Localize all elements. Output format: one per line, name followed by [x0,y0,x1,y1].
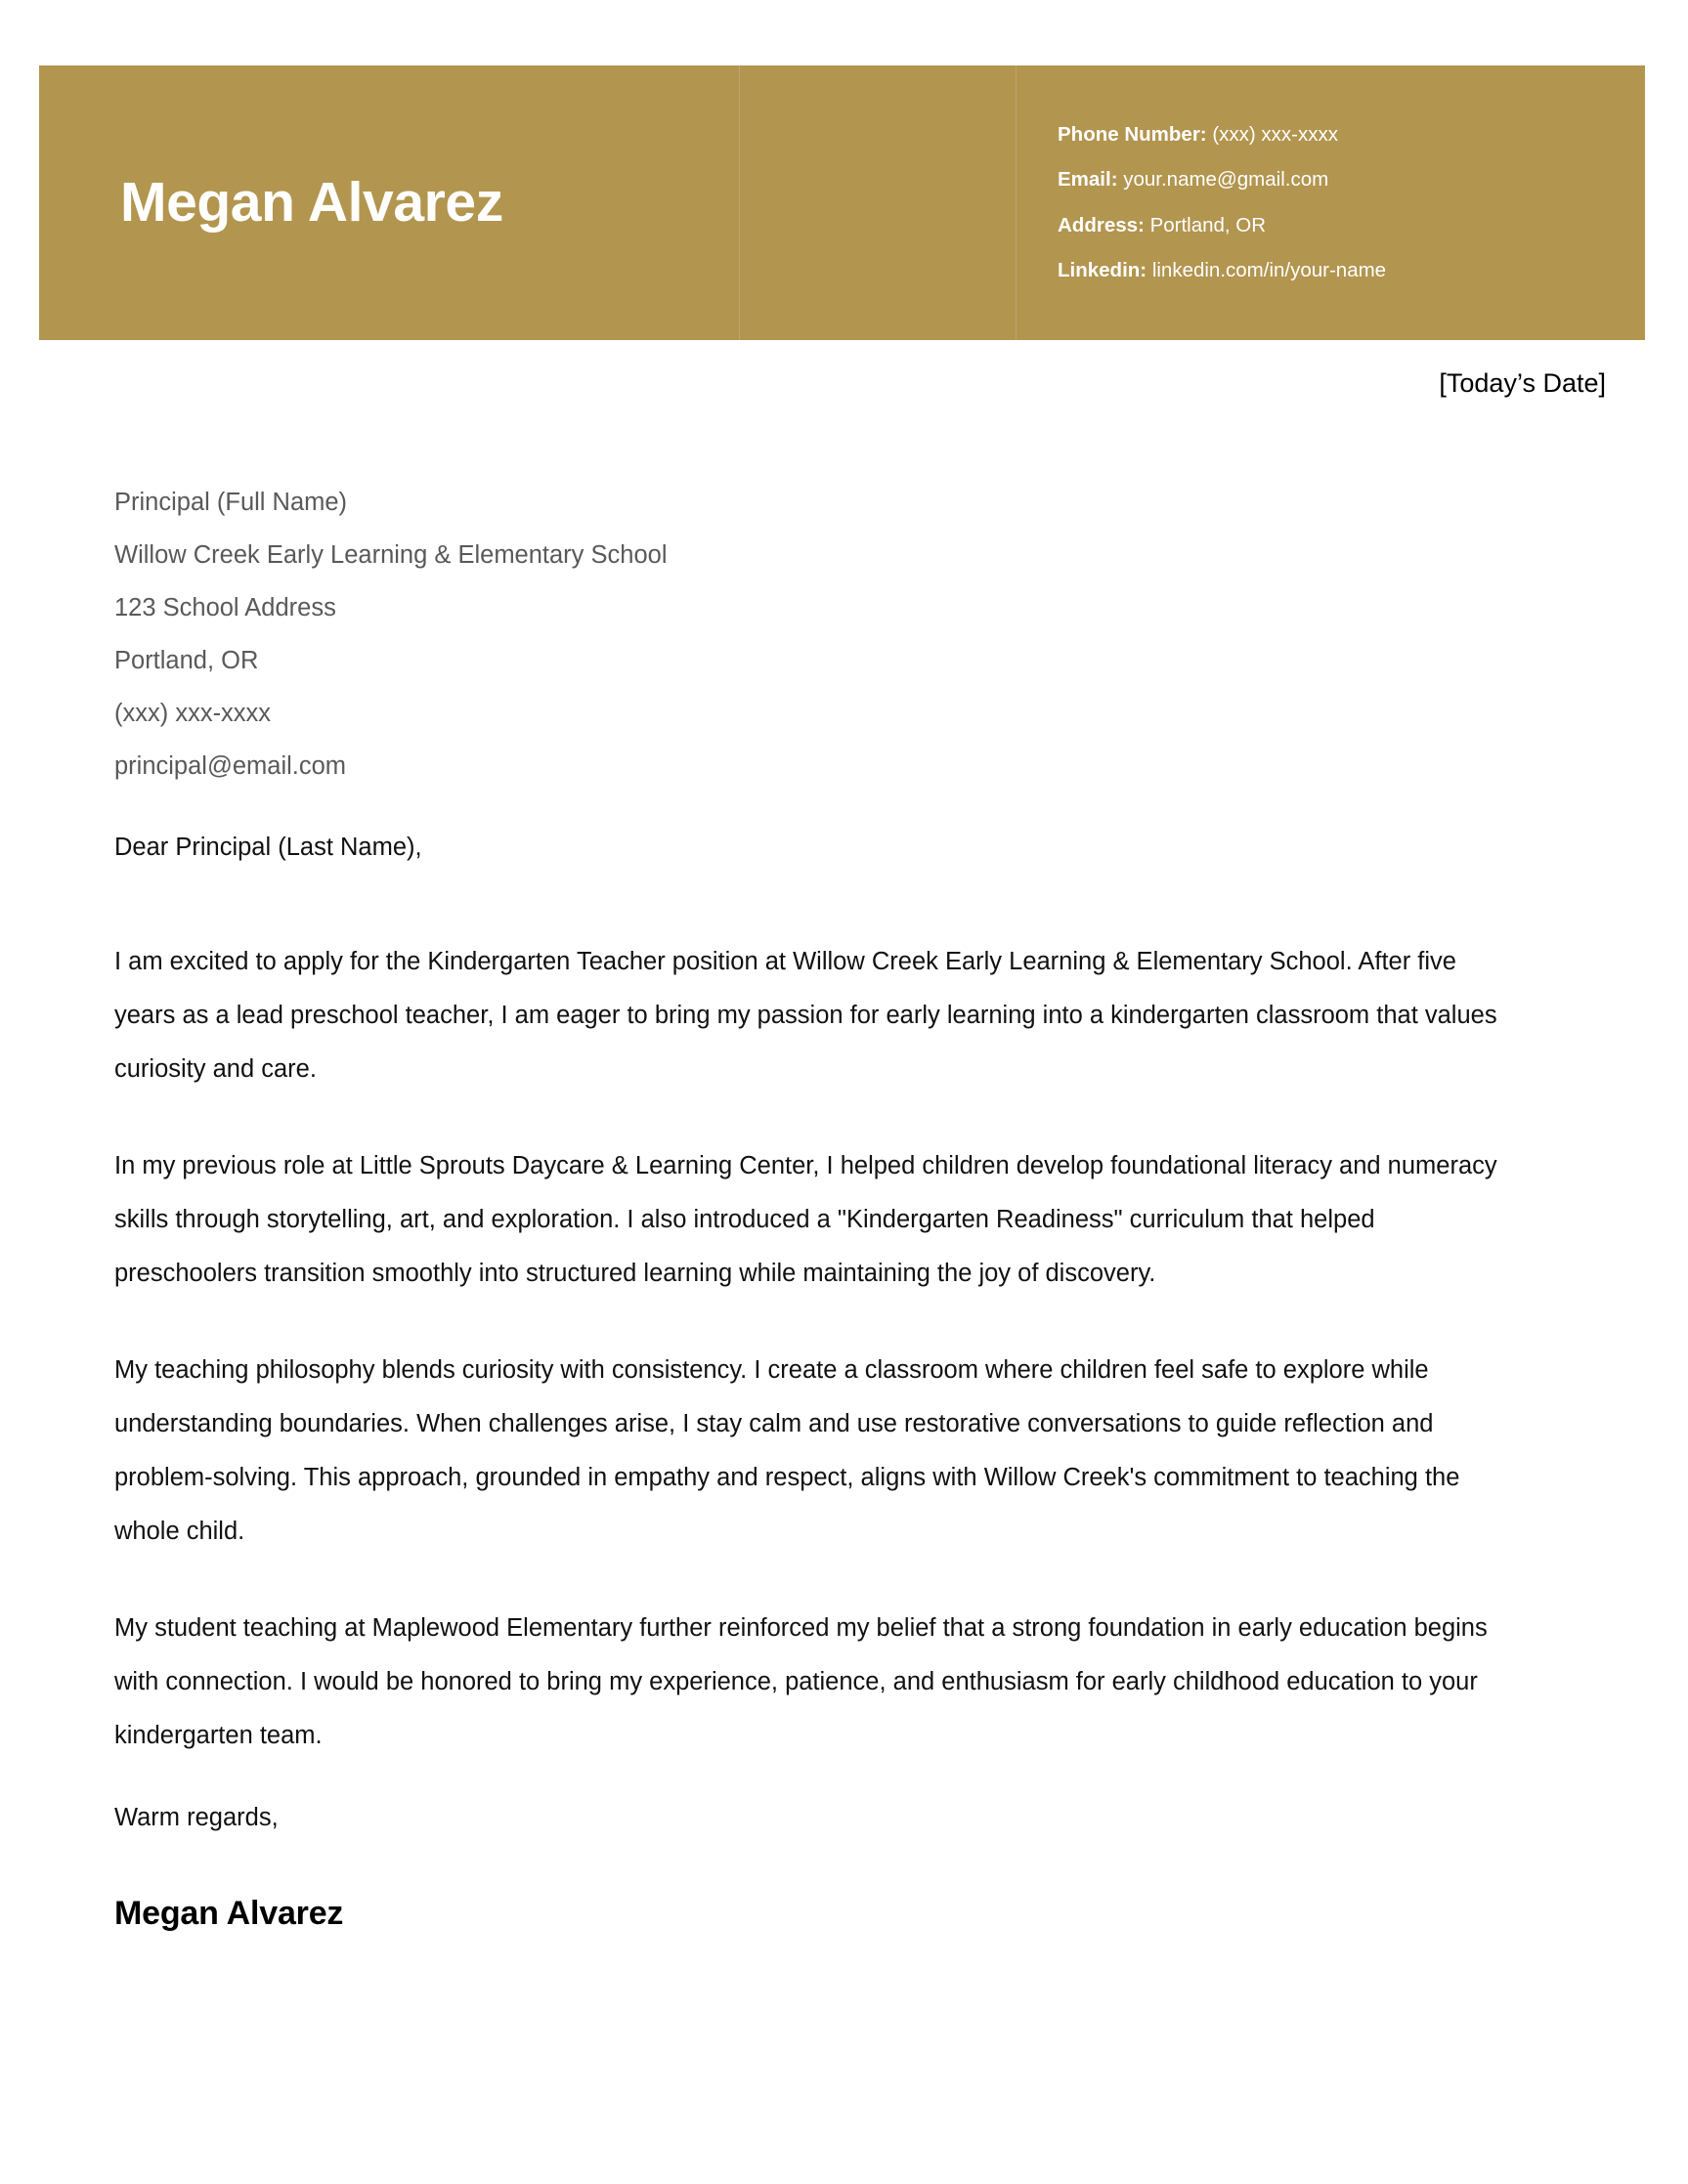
recipient-name: Principal (Full Name) [114,489,348,516]
body-paragraph-4: My student teaching at Maplewood Elementary further reinforced my belief that a strong foundation in early education begins with connection. I would be honored to bring my experience, patience, and enthusiasm for early childhood education to your kindergarten team. [114,1613,1488,1749]
applicant-name: Megan Alvarez [120,170,503,234]
header-divider-cell [740,65,1017,340]
header-contact-block [1017,65,1645,340]
contact-linkedin-label: Linkedin: [1058,259,1147,281]
contact-linkedin-value[interactable]: linkedin.com/in/your-name [1151,259,1387,281]
salutation: Dear Principal (Last Name), [114,834,422,861]
contact-linkedin [1058,261,1625,281]
letter-body [114,835,1522,1930]
contact-address-label: Address: [1058,213,1145,236]
header-name-cell [39,65,740,340]
body-paragraph-3: My teaching philosophy blends curiosity with consistency. I create a classroom where children feel safe to explore while understanding boundaries. When challenges arise, I stay calm and use restorative conversations to guide reflection and problem-solving. This approach, grounded in empathy and respect, aligns with Willow Creek's commitment to teaching the whole child. [114,1355,1460,1545]
body-paragraph-1: I am excited to apply for the Kindergarten Teacher position at Willow Creek Early Learning & Elementary School. After five years as a lead preschool teacher, I am eager to bring my passion for early learning into a kindergarten classroom that values curiosity and care. [114,947,1497,1083]
contact-phone-label: Phone Number: [1058,122,1207,146]
contact-email [1058,170,1625,191]
contact-phone [1058,122,1625,146]
recipient-email: principal@email.com [114,752,347,780]
contact-address [1058,213,1625,236]
contact-email-value[interactable]: your.name@gmail.com [1123,168,1329,191]
letter-date: [Today’s Date] [1439,368,1606,398]
recipient-address-block [114,476,1483,792]
recipient-city-state: Portland, OR [114,647,259,674]
date-row [39,366,1606,401]
signature-name: Megan Alvarez [114,1895,344,1932]
recipient-organization: Willow Creek Early Learning & Elementary School [114,541,668,569]
contact-address-value: Portland, OR [1149,213,1267,236]
recipient-phone: (xxx) xxx-xxxx [114,700,272,727]
letter-header-banner [39,65,1645,340]
contact-phone-value: (xxx) xxx-xxxx [1212,122,1339,146]
closing-salutation: Warm regards, [114,1803,279,1831]
recipient-street: 123 School Address [114,594,336,621]
body-paragraph-2: In my previous role at Little Sprouts Daycare & Learning Center, I helped children develop foundational literacy and numeracy skills through storytelling, art, and exploration. I also introduced a "Kindergarten Readiness" curriculum that helped preschoolers transition smoothly into structured learning while maintaining the joy of discovery. [114,1151,1497,1287]
contact-email-label: Email: [1058,168,1118,191]
